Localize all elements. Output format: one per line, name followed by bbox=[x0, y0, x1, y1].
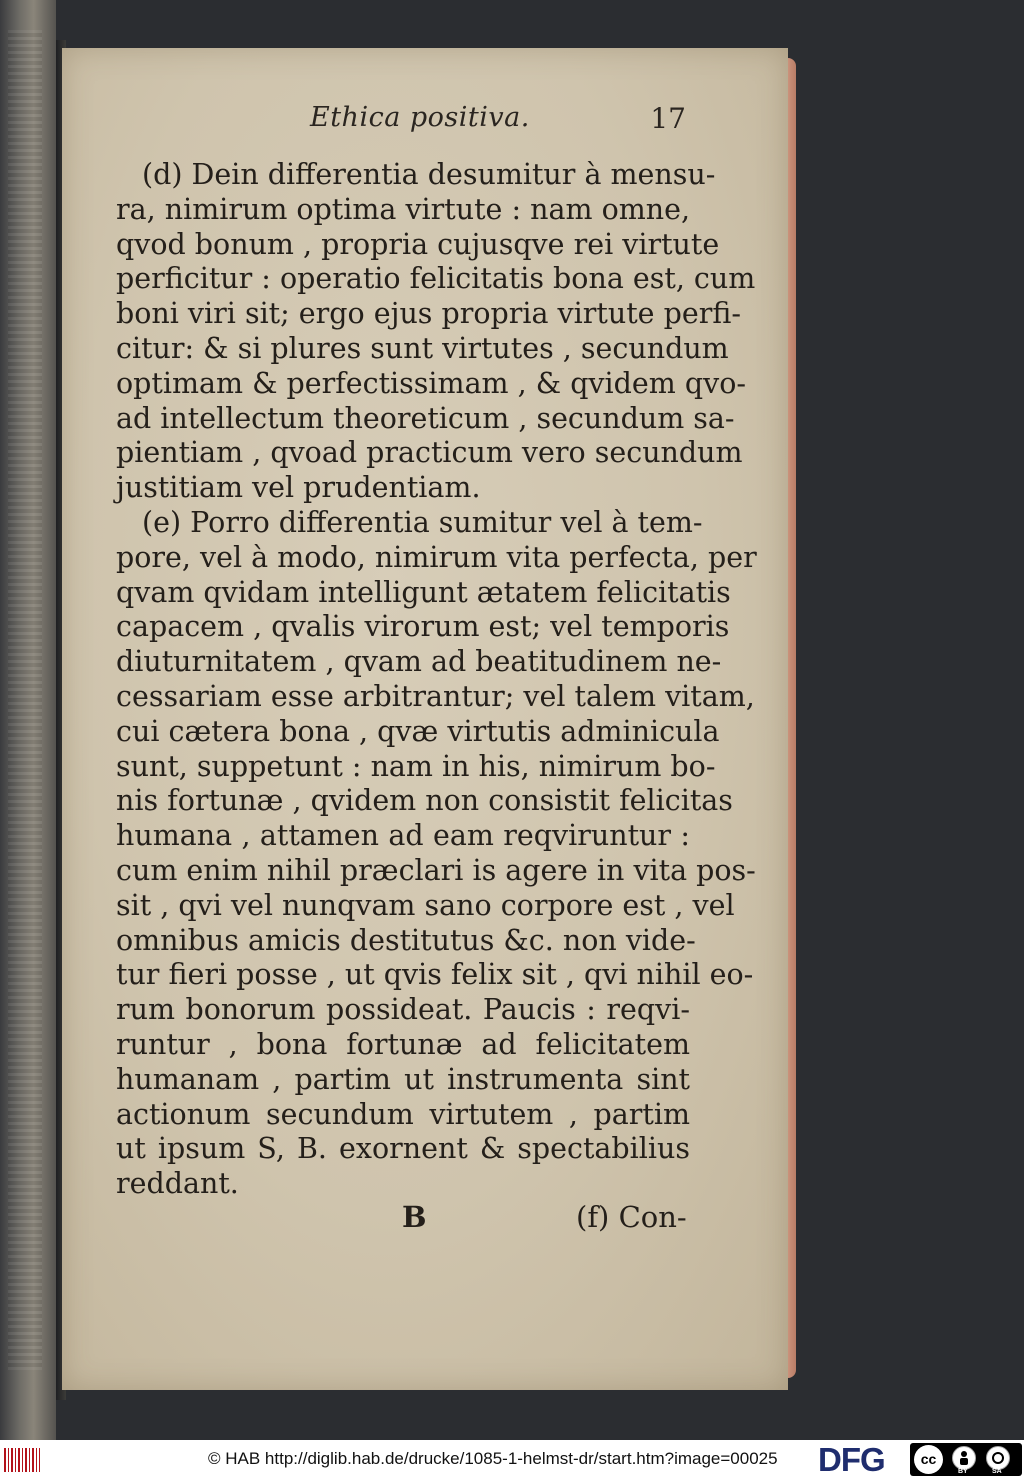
cc-icon: cc bbox=[914, 1445, 943, 1474]
copyright-credit[interactable]: © HAB http://diglib.hab.de/drucke/1085-1-helmst-dr/start.htm?image=00025 bbox=[208, 1449, 778, 1468]
text-line: omnibus amicis destitutus &c. non vide- bbox=[116, 923, 696, 957]
by-label: BY bbox=[958, 1468, 968, 1475]
text-line: (d) Dein differentia desumitur à mensu- bbox=[142, 158, 716, 191]
text-line: qvod bonum , propria cujusqve rei virtute bbox=[116, 227, 720, 261]
text-line: (e) Porro differentia sumitur vel à tem- bbox=[142, 505, 703, 539]
text-line: sit , qvi vel nunqvam sano corpore est , vel bbox=[116, 888, 735, 922]
text-line: sunt, suppetunt : nam in his, nimirum bo- bbox=[116, 749, 716, 783]
text-line: nis fortunæ , qvidem non consistit felicitas bbox=[116, 784, 733, 818]
text-line: actionum secundum virtutem , partim bbox=[116, 1097, 690, 1131]
text-line: pore, vel à modo, nimirum vita perfecta, per bbox=[116, 540, 757, 574]
hab-barcode-icon bbox=[4, 1448, 40, 1472]
text-line: cum enim nihil præclari is agere in vita pos- bbox=[116, 853, 756, 887]
cc-by-sa-badge[interactable] bbox=[910, 1443, 1022, 1476]
page-number: 17 bbox=[650, 102, 686, 135]
text-line: runtur , bona fortunæ ad felicitatem bbox=[116, 1027, 690, 1061]
text-line: ra, nimirum optima virtute : nam omne, bbox=[116, 192, 691, 226]
text-line: boni viri sit; ergo ejus propria virtute perfi- bbox=[116, 297, 741, 331]
text-line: humana , attamen ad eam reqviruntur : bbox=[116, 819, 690, 853]
text-line: reddant. bbox=[116, 1167, 239, 1201]
text-line: justitiam vel prudentiam. bbox=[116, 471, 481, 505]
text-line: cessariam esse arbitrantur; vel talem vitam, bbox=[116, 679, 755, 713]
footer-bar bbox=[0, 1440, 1024, 1479]
text-line: capacem , qvalis virorum est; vel temporis bbox=[116, 610, 730, 644]
text-line: tur fieri posse , ut qvis felix sit , qvi nihil eo- bbox=[116, 958, 754, 992]
sa-label: SA bbox=[992, 1468, 1002, 1475]
signature-mark: B bbox=[402, 1200, 427, 1234]
dfg-logo: DFG bbox=[818, 1441, 885, 1478]
text-line: ut ipsum S, B. exornent & spectabilius bbox=[116, 1132, 690, 1166]
attribution-icon bbox=[952, 1446, 976, 1470]
text-line: perficitur : operatio felicitatis bona est, cum bbox=[116, 262, 756, 296]
text-line: optimam & perfectissimam , & qvidem qvo- bbox=[116, 366, 746, 400]
running-title: Ethica positiva. bbox=[310, 102, 530, 133]
text-line: ad intellectum theoreticum , secundum sa- bbox=[116, 401, 735, 435]
text-line: humanam , partim ut instrumenta sint bbox=[116, 1062, 690, 1096]
text-line: diuturnitatem , qvam ad beatitudinem ne- bbox=[116, 645, 722, 679]
text-line: citur: & si plures sunt virtutes , secundum bbox=[116, 331, 729, 365]
page-header bbox=[120, 102, 686, 142]
text-line: cui cætera bona , qvæ virtutis adminicula bbox=[116, 714, 720, 748]
catchword: (f) Con- bbox=[576, 1200, 687, 1234]
text-line: pientiam , qvoad practicum vero secundum bbox=[116, 436, 743, 470]
text-line: rum bonorum possideat. Paucis : reqvi- bbox=[116, 993, 690, 1027]
text-line: qvam qvidam intelligunt ætatem felicitatis bbox=[116, 575, 731, 609]
previous-pages-edge bbox=[0, 0, 56, 1440]
share-alike-icon bbox=[986, 1446, 1010, 1470]
body-text bbox=[116, 158, 757, 1202]
